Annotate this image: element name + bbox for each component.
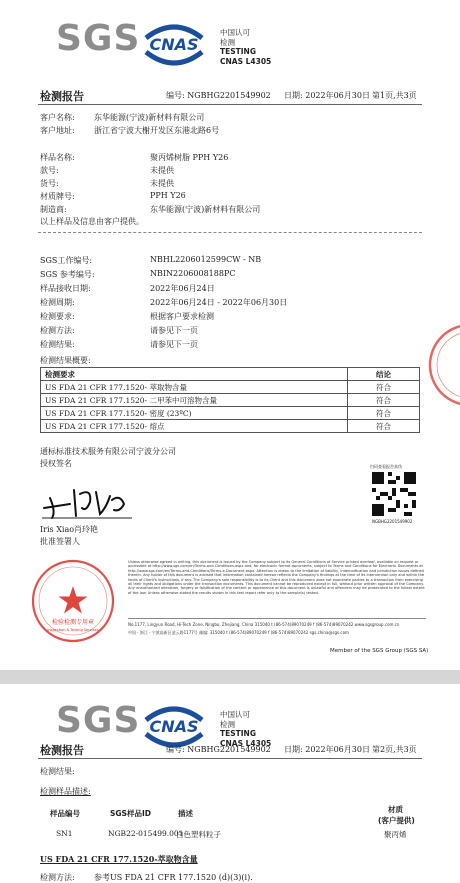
cert-line: CNAS L4305	[220, 738, 272, 748]
test-period-label: 检测周期:	[40, 298, 75, 307]
test-request-label: 检测要求:	[40, 312, 75, 321]
seal-text: 检验检测专用章	[51, 619, 95, 626]
table-cell: US FDA 21 CFR 177.1520- 二甲苯中可溶物含量	[41, 394, 348, 407]
qr-code-icon[interactable]	[372, 472, 416, 516]
test-method-label: 检测方法:	[40, 326, 75, 335]
received-date-label: 样品接收日期:	[40, 284, 91, 293]
col-description: 描述	[178, 809, 193, 818]
footer-rule	[128, 618, 426, 619]
ref-no-value: NBIN2206008188PC	[150, 269, 236, 278]
handwritten-signature	[40, 478, 135, 522]
summary-label: 检测结果概要:	[40, 356, 91, 365]
cert-line: 检测	[220, 719, 235, 729]
table-header-row	[41, 368, 420, 381]
cert-line: TESTING	[220, 729, 256, 738]
cnas-logo-text: CNAS	[149, 717, 199, 736]
cert-line: 检测	[220, 37, 235, 47]
client-note: 以上样品及信息由客户提供。	[40, 217, 144, 226]
material-grade-label: 材质牌号:	[40, 192, 75, 201]
client-address-label: 客户地址:	[40, 126, 75, 135]
method-value: 参考US FDA 21 CFR 177.1520 (d)(3)(i).	[94, 873, 253, 882]
job-no-value: NBHL2206012599CW - NB	[150, 255, 262, 264]
table-row	[41, 394, 420, 407]
table-cell: 符合	[348, 381, 420, 394]
table-header-cell: 检测要求	[41, 368, 348, 381]
manufacturer-label: 制造商:	[40, 205, 67, 214]
address-cn: 中国 · 浙江 · 宁波高新区凌云路1177号 邮编: 315040 t (86-574)89070249 f (86-574)89070242 sgs.china@sgs.com	[128, 630, 349, 635]
method-label: 检测方法:	[40, 873, 75, 882]
table-header-cell: 结论	[348, 368, 420, 381]
report-title: 检测报告	[40, 744, 84, 757]
description-value: 白色塑料粒子	[176, 830, 221, 839]
header-rule	[38, 104, 422, 105]
qr-caption-top: 扫码查看报告真伪	[370, 464, 402, 469]
material-grade-value: PPH Y26	[150, 191, 186, 200]
sgs-logo: SGS	[56, 700, 141, 741]
sample-name-value: 聚丙烯树脂 PPH Y26	[150, 153, 229, 162]
client-name-value: 东华能源(宁波)新材料有限公司	[94, 113, 205, 122]
col-sample-no: 样品编号	[50, 809, 80, 818]
table-cell: US FDA 21 CFR 177.1520- 熔点	[41, 420, 348, 433]
cert-line: TESTING	[220, 47, 256, 56]
report-number: 编号: NGBHG2201549902	[166, 91, 271, 100]
client-address-value: 浙江省宁波大榭开发区东港北路6号	[94, 126, 220, 135]
results-label: 检测结果:	[40, 767, 75, 776]
material-value: 聚丙烯	[384, 830, 407, 839]
signatory-title: 批准签署人	[40, 537, 80, 546]
style-no-label: 款号:	[40, 166, 59, 175]
received-date-value: 2022年06月24日	[150, 284, 215, 293]
col-client-provided: (客户提供)	[378, 816, 415, 825]
page-info: 第2页,共3页	[372, 745, 417, 754]
col-material: 材质	[388, 805, 403, 814]
style-no-value: 未提供	[150, 166, 174, 175]
sgs-member-line: Member of the SGS Group (SGS SA)	[330, 648, 429, 654]
test-method-value: 请参见下一页	[150, 326, 198, 335]
sample-name-label: 样品名称:	[40, 153, 75, 162]
sample-no-value: SN1	[56, 829, 73, 838]
table-row	[41, 407, 420, 420]
cnas-logo	[140, 702, 208, 750]
cert-line: 中国认可	[220, 28, 250, 37]
sample-description-label: 检测样品描述:	[40, 787, 91, 796]
official-seal	[30, 558, 116, 644]
table-row	[41, 420, 420, 433]
manufacturer-value: 东华能源(宁波)新材料有限公司	[150, 205, 261, 214]
table-cell: 符合	[348, 407, 420, 420]
item-no-label: 货号:	[40, 179, 59, 188]
cert-block	[220, 710, 271, 748]
item-no-value: 未提供	[150, 179, 174, 188]
report-date: 日期: 2022年06月30日	[284, 745, 370, 754]
cnas-logo-text: CNAS	[149, 35, 199, 54]
company-line: 通标标准技术服务有限公司宁波分公司	[40, 447, 176, 456]
partial-seal	[426, 320, 460, 410]
signatory-name: Iris Xiao肖玲艳	[40, 525, 99, 534]
table-cell: US FDA 21 CFR 177.1520- 萃取物含量	[41, 381, 348, 394]
section-divider	[38, 232, 422, 233]
col-sgs-id: SGS样品ID	[110, 809, 151, 818]
report-page-2	[0, 684, 460, 882]
terms-fine-print: Unless otherwise agreed in writing, this document is issued by the Company subject to its General Conditions of Service printed overleaf, available on request or accessible at http://www.sgs.com/en/Terms-and-Conditions.aspx and, for electronic format documents, subject to Terms and Conditions for Electronic Documents at http://www.sgs.com/en/Terms-and-Conditions/Terms-e-Document.aspx. Attention is drawn to the limitation of liability, indemnification and jurisdiction issues defined therein. Any holder of this document is advised that information contained hereon reflects the Company's findings at the time of its intervention only and within the limits of Client's instructions, if any. The Company's sole responsibility is to its Client and this document does not exonerate parties to a transaction from exercising all their rights and obligations under the transaction documents. This document cannot be reproduced except in full, without prior written approval of the Company. Any unauthorized alteration, forgery or falsification of the content or appearance of this document is unlawful and offenders may be prosecuted to the fullest extent of the law. Unless otherwise stated the results shown in this test report refer only to the sample(s) tested.	[128, 560, 425, 595]
sgs-logo: SGS	[56, 18, 141, 59]
report-number: 编号: NGBHG2201549902	[166, 745, 271, 754]
results-summary-table	[40, 367, 420, 433]
report-title: 检测报告	[40, 90, 84, 103]
cert-line: CNAS L4305	[220, 56, 272, 66]
table-cell: US FDA 21 CFR 177.1520- 密度 (23ºC)	[41, 407, 348, 420]
header-rule	[38, 758, 422, 759]
table-cell: 符合	[348, 394, 420, 407]
sgs-id-value: NGB22-015499.001	[108, 829, 184, 838]
qr-caption-bottom: NGBHG2201549902	[372, 519, 413, 524]
test-results-value: 请参见下一页	[150, 340, 198, 349]
address-en: No.1177, Lingyun Road, Hi-Tech Zone, Ningbo, Zhejiang, China 315040 t (86-574)89070249 f (86-574)89070242 www.sgsgroup.com.cn	[128, 622, 400, 627]
client-name-label: 客户名称:	[40, 113, 75, 122]
table-cell: 符合	[348, 420, 420, 433]
cnas-logo	[140, 20, 208, 68]
cert-block	[220, 28, 271, 66]
test-results-label: 检测结果:	[40, 340, 75, 349]
page-info: 第1页,共3页	[372, 91, 417, 100]
seal-subtext: Inspection & Testing Services	[47, 628, 99, 632]
ref-no-label: SGS 参考编号:	[40, 270, 95, 279]
test-request-value: 根据客户要求检测	[150, 312, 214, 321]
test-period-value: 2022年06月24日 - 2022年06月30日	[150, 298, 288, 307]
section-heading: US FDA 21 CFR 177.1520-萃取物含量	[40, 854, 198, 864]
page-gap	[0, 670, 460, 684]
cert-line: 中国认可	[220, 710, 250, 719]
authorized-signature-label: 授权签名	[40, 459, 72, 468]
job-no-label: SGS工作编号:	[40, 256, 93, 265]
table-row	[41, 381, 420, 394]
report-date: 日期: 2022年06月30日	[284, 91, 370, 100]
